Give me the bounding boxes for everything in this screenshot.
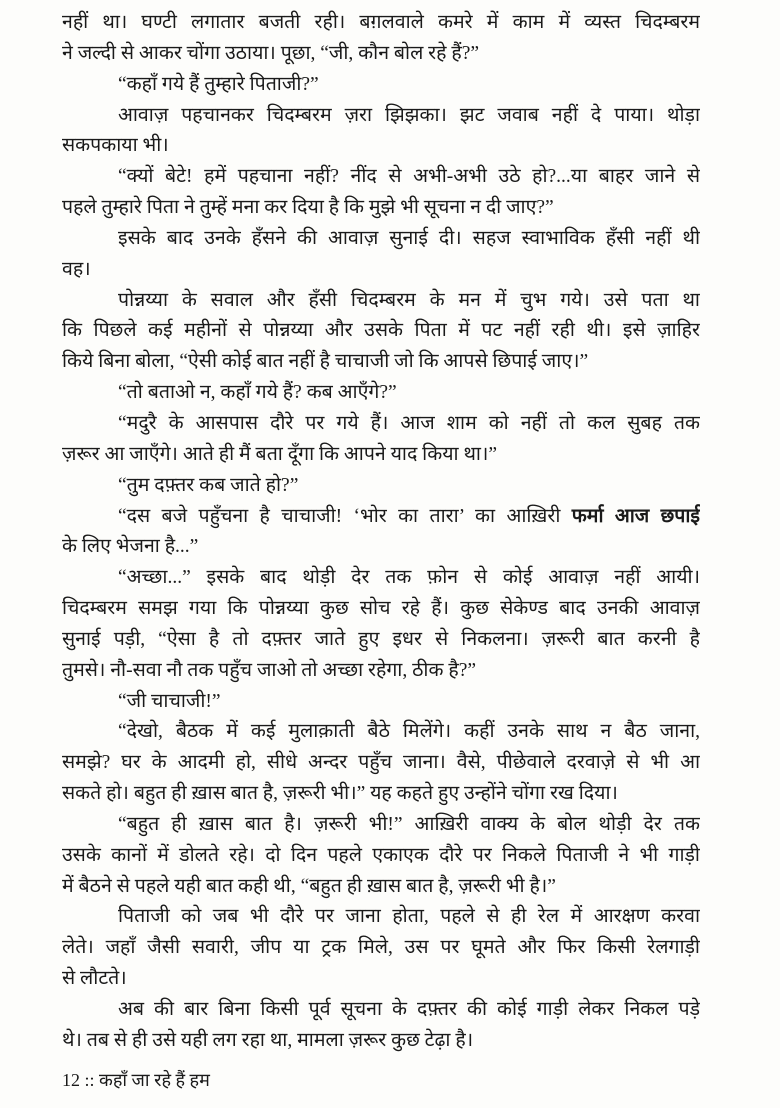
paragraph (62, 471, 700, 502)
paragraph (62, 224, 700, 286)
text-line: पहले तुम्हारे पिता ने तुम्हें मना कर दिया है कि मुझे भी सूचना न दी जाए?” (62, 197, 554, 219)
text-line: के लिए भेजना है...” (62, 536, 199, 558)
text-line: किये बिना बोला, “ऐसी कोई बात नहीं है चाचाजी जो कि आपसे छिपाई जाए।” (62, 351, 589, 373)
text-line: वह। (62, 258, 91, 280)
page-footer (62, 1066, 210, 1094)
text-line: “बहुत ही ख़ास बात है। ज़रूरी भी!” आख़िरी वाक्य के बोल थोड़ी देर तक (118, 813, 700, 835)
text-line: “तुम दफ़्तर कब जाते हो?” (118, 474, 299, 496)
text-line: “तो बताओ न, कहाँ गये हैं? कब आएँगे?” (118, 382, 397, 404)
page-number: 12 (62, 1070, 80, 1090)
text-line (62, 502, 700, 533)
text-line: चिदम्बरम समझ गया कि पोन्नय्या कुछ सोच रहे हैं। कुछ सेकेण्ड बाद उनकी आवाज़ (62, 598, 700, 620)
paragraph (62, 902, 700, 995)
text-line: में बैठने से पहले यही बात कही थी, “बहुत ही ख़ास बात है, ज़रूरी भी है।” (62, 875, 556, 897)
footer-separator: :: (84, 1070, 95, 1090)
text-line: सकते हो। बहुत ही ख़ास बात है, ज़रूरी भी।” यह कहते हुए उन्होंने चोंगा रख दिया। (62, 783, 618, 805)
text-line: आवाज़ पहचानकर चिदम्बरम ज़रा झिझका। झट जवाब नहीं दे पाया। थोड़ा (118, 104, 700, 126)
text-line: थे। तब से ही उसे यही लग रहा था, मामला ज़रूर कुछ टेढ़ा है। (62, 1029, 474, 1051)
text-line: “जी चाचाजी!” (118, 690, 221, 712)
text-line: पिताजी को जब भी दौरे पर जाना होता, पहले से ही रेल में आरक्षण करवा (118, 906, 700, 928)
text-line: ज़रूर आ जाएँगे। आते ही मैं बता दूँगा कि आपने याद किया था।” (62, 443, 498, 465)
bold-text: फर्मा आज छपाई (571, 505, 700, 527)
paragraph (62, 409, 700, 471)
paragraph (62, 502, 700, 564)
book-title: कहाँ जा रहे हैं हम (99, 1070, 210, 1090)
text-line: तुमसे। नौ-सवा नौ तक पहुँच जाओ तो अच्छा रहेगा, ठीक है?” (62, 659, 476, 681)
text-line: उसके कानों में डोलते रहे। दो दिन पहले एकाएक दौरे पर निकले पिताजी ने भी गाड़ी (62, 844, 700, 866)
text-line: “क्यों बेटे! हमें पहचाना नहीं? नींद से अभी-अभी उठे हो?...या बाहर जाने से (118, 166, 700, 188)
paragraph (62, 101, 700, 163)
paragraph (62, 687, 700, 718)
text-line: अब की बार बिना किसी पूर्व सूचना के दफ़्तर की कोई गाड़ी लेकर निकल पड़े (118, 999, 700, 1020)
paragraph (62, 8, 700, 70)
paragraph (62, 995, 700, 1057)
text-line: इसके बाद उनके हँसने की आवाज़ सुनाई दी। सहज स्वाभाविक हँसी नहीं थी (118, 227, 700, 249)
text-line: “देखो, बैठक में कई मुलाक़ाती बैठे मिलेंगे। कहीं उनके साथ न बैठ जाना, (118, 721, 700, 743)
text-line: से लौटते। (62, 968, 127, 990)
paragraph (62, 378, 700, 409)
text-line: ने जल्दी से आकर चोंगा उठाया। पूछा, “जी, कौन बोल रहे हैं?” (62, 42, 480, 64)
text-line: सकपकाया भी। (62, 135, 169, 157)
text-line: “मदुरै के आसपास दौरे पर गये हैं। आज शाम को नहीं तो कल सुबह तक (118, 412, 700, 434)
text-line: नहीं था। घण्टी लगातार बजती रही। बग़लवाले कमरे में काम में व्यस्त चिदम्बरम (62, 12, 700, 33)
paragraph (62, 286, 700, 379)
text-segment: “दस बजे पहुँचना है चाचाजी! ‘भोर का तारा’ का आख़िरी (118, 505, 572, 527)
text-line: “कहाँ गये हैं तुम्हारे पिताजी?” (118, 73, 319, 95)
page-body (62, 8, 700, 1057)
text-line: पोन्नय्या के सवाल और हँसी चिदम्बरम के मन में चुभ गये। उसे पता था (118, 289, 700, 311)
paragraph (62, 162, 700, 224)
text-line: “अच्छा...” इसके बाद थोड़ी देर तक फ़ोन से कोई आवाज़ नहीं आयी। (118, 567, 700, 589)
text-line: कि पिछले कई महीनों से पोन्नय्या और उसके पिता में पट नहीं रही थी। इसे ज़ाहिर (62, 320, 700, 342)
paragraph (62, 717, 700, 810)
paragraph (62, 70, 700, 101)
paragraph (62, 810, 700, 903)
text-line: लेते। जहाँ जैसी सवारी, जीप या ट्रक मिले, उस पर घूमते और फिर किसी रेलगाड़ी (62, 937, 700, 959)
text-line: सुनाई पड़ी, “ऐसा है तो दफ़्तर जाते हुए इधर से निकलना। ज़रूरी बात करनी है (62, 628, 700, 650)
paragraph (62, 563, 700, 686)
text-line: समझे? घर के आदमी हो, सीधे अन्दर पहुँच जाना। वैसे, पीछेवाले दरवाज़े से भी आ (62, 752, 700, 774)
